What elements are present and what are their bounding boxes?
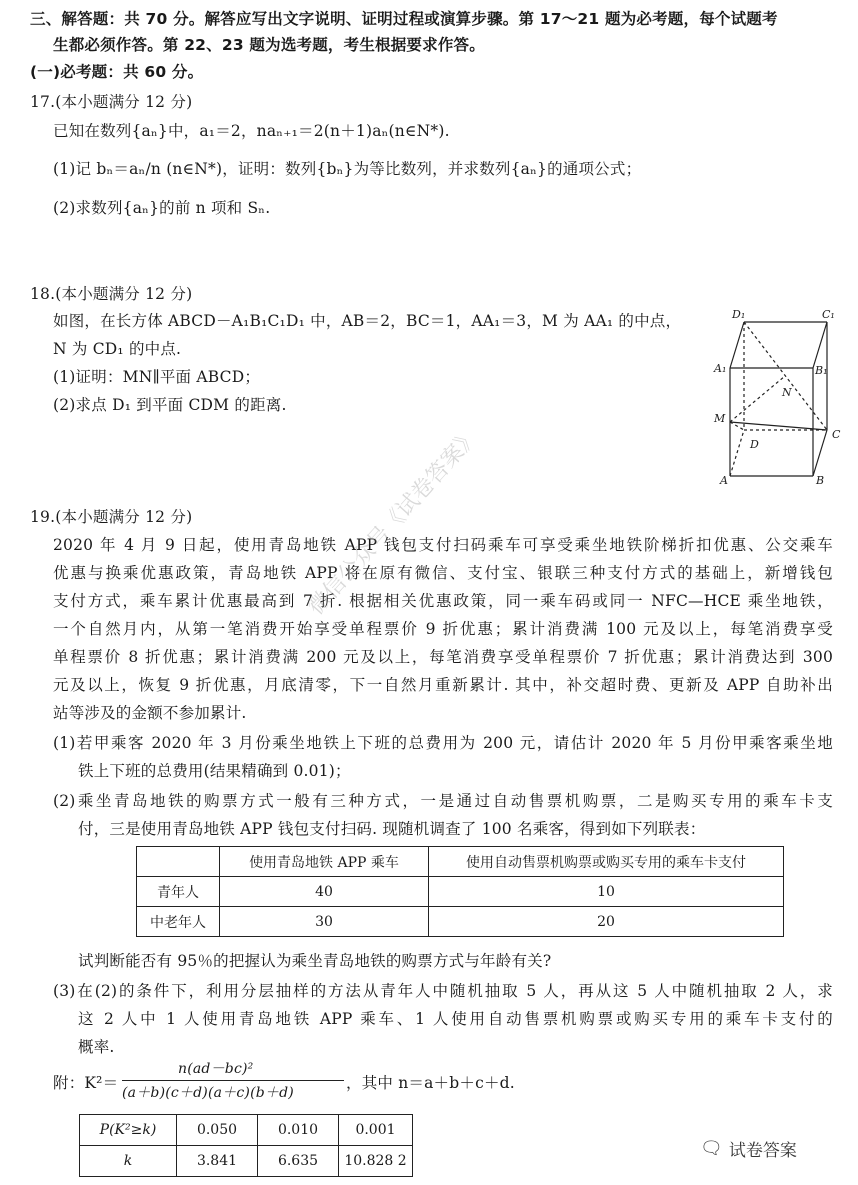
table-row bbox=[137, 907, 784, 937]
q18-stem-line1: 如图，在长方体 ABCD－A₁B₁C₁D₁ 中，AB＝2，BC＝1，AA₁＝3，M 为 AA₁ 的中点， bbox=[53, 312, 682, 330]
q18-stem-line2: N 为 CD₁ 的中点. bbox=[53, 340, 182, 358]
q19-part1-line1: (1)若甲乘客 2020 年 3 月份乘坐地铁上下班的总费用为 200 元，请估计 2020 年 5 月份甲乘客乘坐地 bbox=[53, 734, 833, 752]
table-cell: 40 bbox=[220, 877, 429, 907]
table-cell: 6.635 bbox=[258, 1146, 339, 1177]
table-cell: P(K²≥k) bbox=[80, 1115, 177, 1146]
q19-para-line: 站等涉及的金额不参加累计. bbox=[53, 704, 247, 722]
label-c1: C₁ bbox=[822, 308, 835, 321]
table-row bbox=[137, 877, 784, 907]
table-cell: 30 bbox=[220, 907, 429, 937]
label-m: M bbox=[714, 412, 726, 425]
label-b: B bbox=[816, 474, 825, 487]
table-row bbox=[80, 1146, 413, 1177]
table-cell: 3.841 bbox=[177, 1146, 258, 1177]
q19-part2-question: 试判断能否有 95％的把握认为乘坐青岛地铁的购票方式与年龄有关? bbox=[78, 952, 552, 970]
q19-part1-line2: 铁上下班的总费用(结果精确到 0.01)； bbox=[78, 762, 351, 780]
formula-numerator: n(ad－bc)² bbox=[178, 1061, 254, 1077]
q19-part3-line3: 概率. bbox=[78, 1038, 115, 1056]
q18-title: 18.(本小题满分 12 分) bbox=[30, 285, 193, 303]
contingency-table bbox=[136, 846, 784, 937]
table-header-cell bbox=[137, 847, 220, 877]
critical-value-table bbox=[79, 1114, 413, 1177]
q17-stem: 已知在数列{aₙ}中，a₁＝2，naₙ₊₁＝2(n＋1)aₙ(n∈N*). bbox=[53, 122, 450, 140]
q17-part1: (1)记 bₙ＝aₙ/n (n∈N*)，证明：数列{bₙ}为等比数列，并求数列{aₙ}的通项公式； bbox=[53, 160, 642, 178]
table-cell: 0.050 bbox=[177, 1115, 258, 1146]
section-header-line2: 生都必须作答。第 22、23 题为选考题，考生根据要求作答。 bbox=[53, 36, 485, 54]
table-cell: 10.828 2 bbox=[339, 1146, 413, 1177]
q19-part2-line1: (2)乘坐青岛地铁的购票方式一般有三种方式，一是通过自动售票机购票，二是购买专用的乘车卡支 bbox=[53, 792, 833, 810]
label-a: A bbox=[720, 474, 728, 487]
edge-ad-hidden bbox=[730, 430, 744, 476]
q19-title: 19.(本小题满分 12 分) bbox=[30, 508, 193, 526]
table-cell: 0.010 bbox=[258, 1115, 339, 1146]
formula-denominator: (a＋b)(c＋d)(a＋c)(b＋d) bbox=[122, 1085, 294, 1101]
q19-part3-line1: (3)在(2)的条件下，利用分层抽样的方法从青年人中随机抽取 5 人，再从这 5 人中随机抽取 2 人，求 bbox=[53, 982, 833, 1000]
line-mn-hidden bbox=[730, 376, 785, 422]
table-cell: 中老年人 bbox=[137, 907, 220, 937]
watermark: 微信公众号《试卷答案》 bbox=[303, 423, 485, 621]
table-cell: 20 bbox=[429, 907, 784, 937]
q19-part3-line2: 这 2 人中 1 人使用青岛地铁 APP 乘车、1 人使用自动售票机购票或购买专用的乘车卡支付的 bbox=[78, 1010, 833, 1028]
section-header-line1: 三、解答题：共 70 分。解答应写出文字说明、证明过程或演算步骤。第 17～21 题为必考题，每个试题考 bbox=[30, 10, 778, 28]
edge-c1b1 bbox=[813, 322, 827, 368]
formula-suffix: ，其中 n＝a＋b＋c＋d. bbox=[346, 1074, 515, 1092]
q19-part2-line2: 付，三是使用青岛地铁 APP 钱包支付扫码. 现随机调查了 100 名乘客，得到如下列联表： bbox=[78, 820, 706, 838]
edge-d1a1 bbox=[730, 322, 744, 368]
q19-para-line: 优惠与换乘优惠政策，青岛地铁 APP 将在原有微信、支付宝、银联三种支付方式的基础上，新增钱包 bbox=[53, 564, 833, 582]
label-c: C bbox=[832, 428, 841, 441]
table-cell: 青年人 bbox=[137, 877, 220, 907]
table-header-row bbox=[137, 847, 784, 877]
required-part-header: (一)必考题：共 60 分。 bbox=[30, 63, 204, 81]
label-b1: B₁ bbox=[815, 364, 828, 377]
label-d1: D₁ bbox=[732, 308, 746, 321]
q19-para-line: 2020 年 4 月 9 日起，使用青岛地铁 APP 钱包支付扫码乘车可享受乘坐地铁阶梯折扣优惠、公交乘车 bbox=[53, 536, 833, 554]
table-cell: 10 bbox=[429, 877, 784, 907]
wechat-icon: 🗨 bbox=[700, 1138, 723, 1159]
q19-para-line: 单程票价 8 折优惠；累计消费满 200 元及以上，每笔消费享受单程票价 7 折优惠；累计消费达到 300 bbox=[53, 648, 833, 666]
q17-title: 17.(本小题满分 12 分) bbox=[30, 93, 193, 111]
label-d: D bbox=[750, 438, 759, 451]
table-row bbox=[80, 1115, 413, 1146]
logo bbox=[700, 1136, 797, 1161]
cuboid-figure bbox=[712, 304, 852, 494]
table-header-cell: 使用自动售票机购票或购买专用的乘车卡支付 bbox=[429, 847, 784, 877]
fraction-bar bbox=[122, 1080, 344, 1081]
q19-para-line: 一个自然月内，从第一笔消费开始享受单程票价 9 折优惠；累计消费满 100 元及以上，每笔消费享受 bbox=[53, 620, 833, 638]
label-n: N bbox=[782, 386, 792, 399]
q17-part2: (2)求数列{aₙ}的前 n 项和 Sₙ. bbox=[53, 199, 271, 217]
logo-text: 试卷答案 bbox=[728, 1141, 797, 1161]
formula-prefix: 附：K²＝ bbox=[53, 1074, 119, 1092]
table-cell: k bbox=[80, 1146, 177, 1177]
q18-part1: (1)证明：MN∥平面 ABCD； bbox=[53, 368, 261, 386]
q19-para-line: 元及以上，恢复 9 折优惠，月底清零，下一自然月重新累计. 其中，补交超时费、更新及 APP 自助补出 bbox=[53, 676, 833, 694]
label-a1: A₁ bbox=[714, 362, 727, 375]
edge-bc bbox=[813, 430, 827, 476]
q18-part2: (2)求点 D₁ 到平面 CDM 的距离. bbox=[53, 396, 287, 414]
table-cell: 0.001 bbox=[339, 1115, 413, 1146]
q19-para-line: 支付方式，乘车累计优惠最高到 7 折. 根据相关优惠政策，同一乘车码或同一 NFC—HCE 乘坐地铁， bbox=[53, 592, 833, 610]
table-header-cell: 使用青岛地铁 APP 乘车 bbox=[220, 847, 429, 877]
